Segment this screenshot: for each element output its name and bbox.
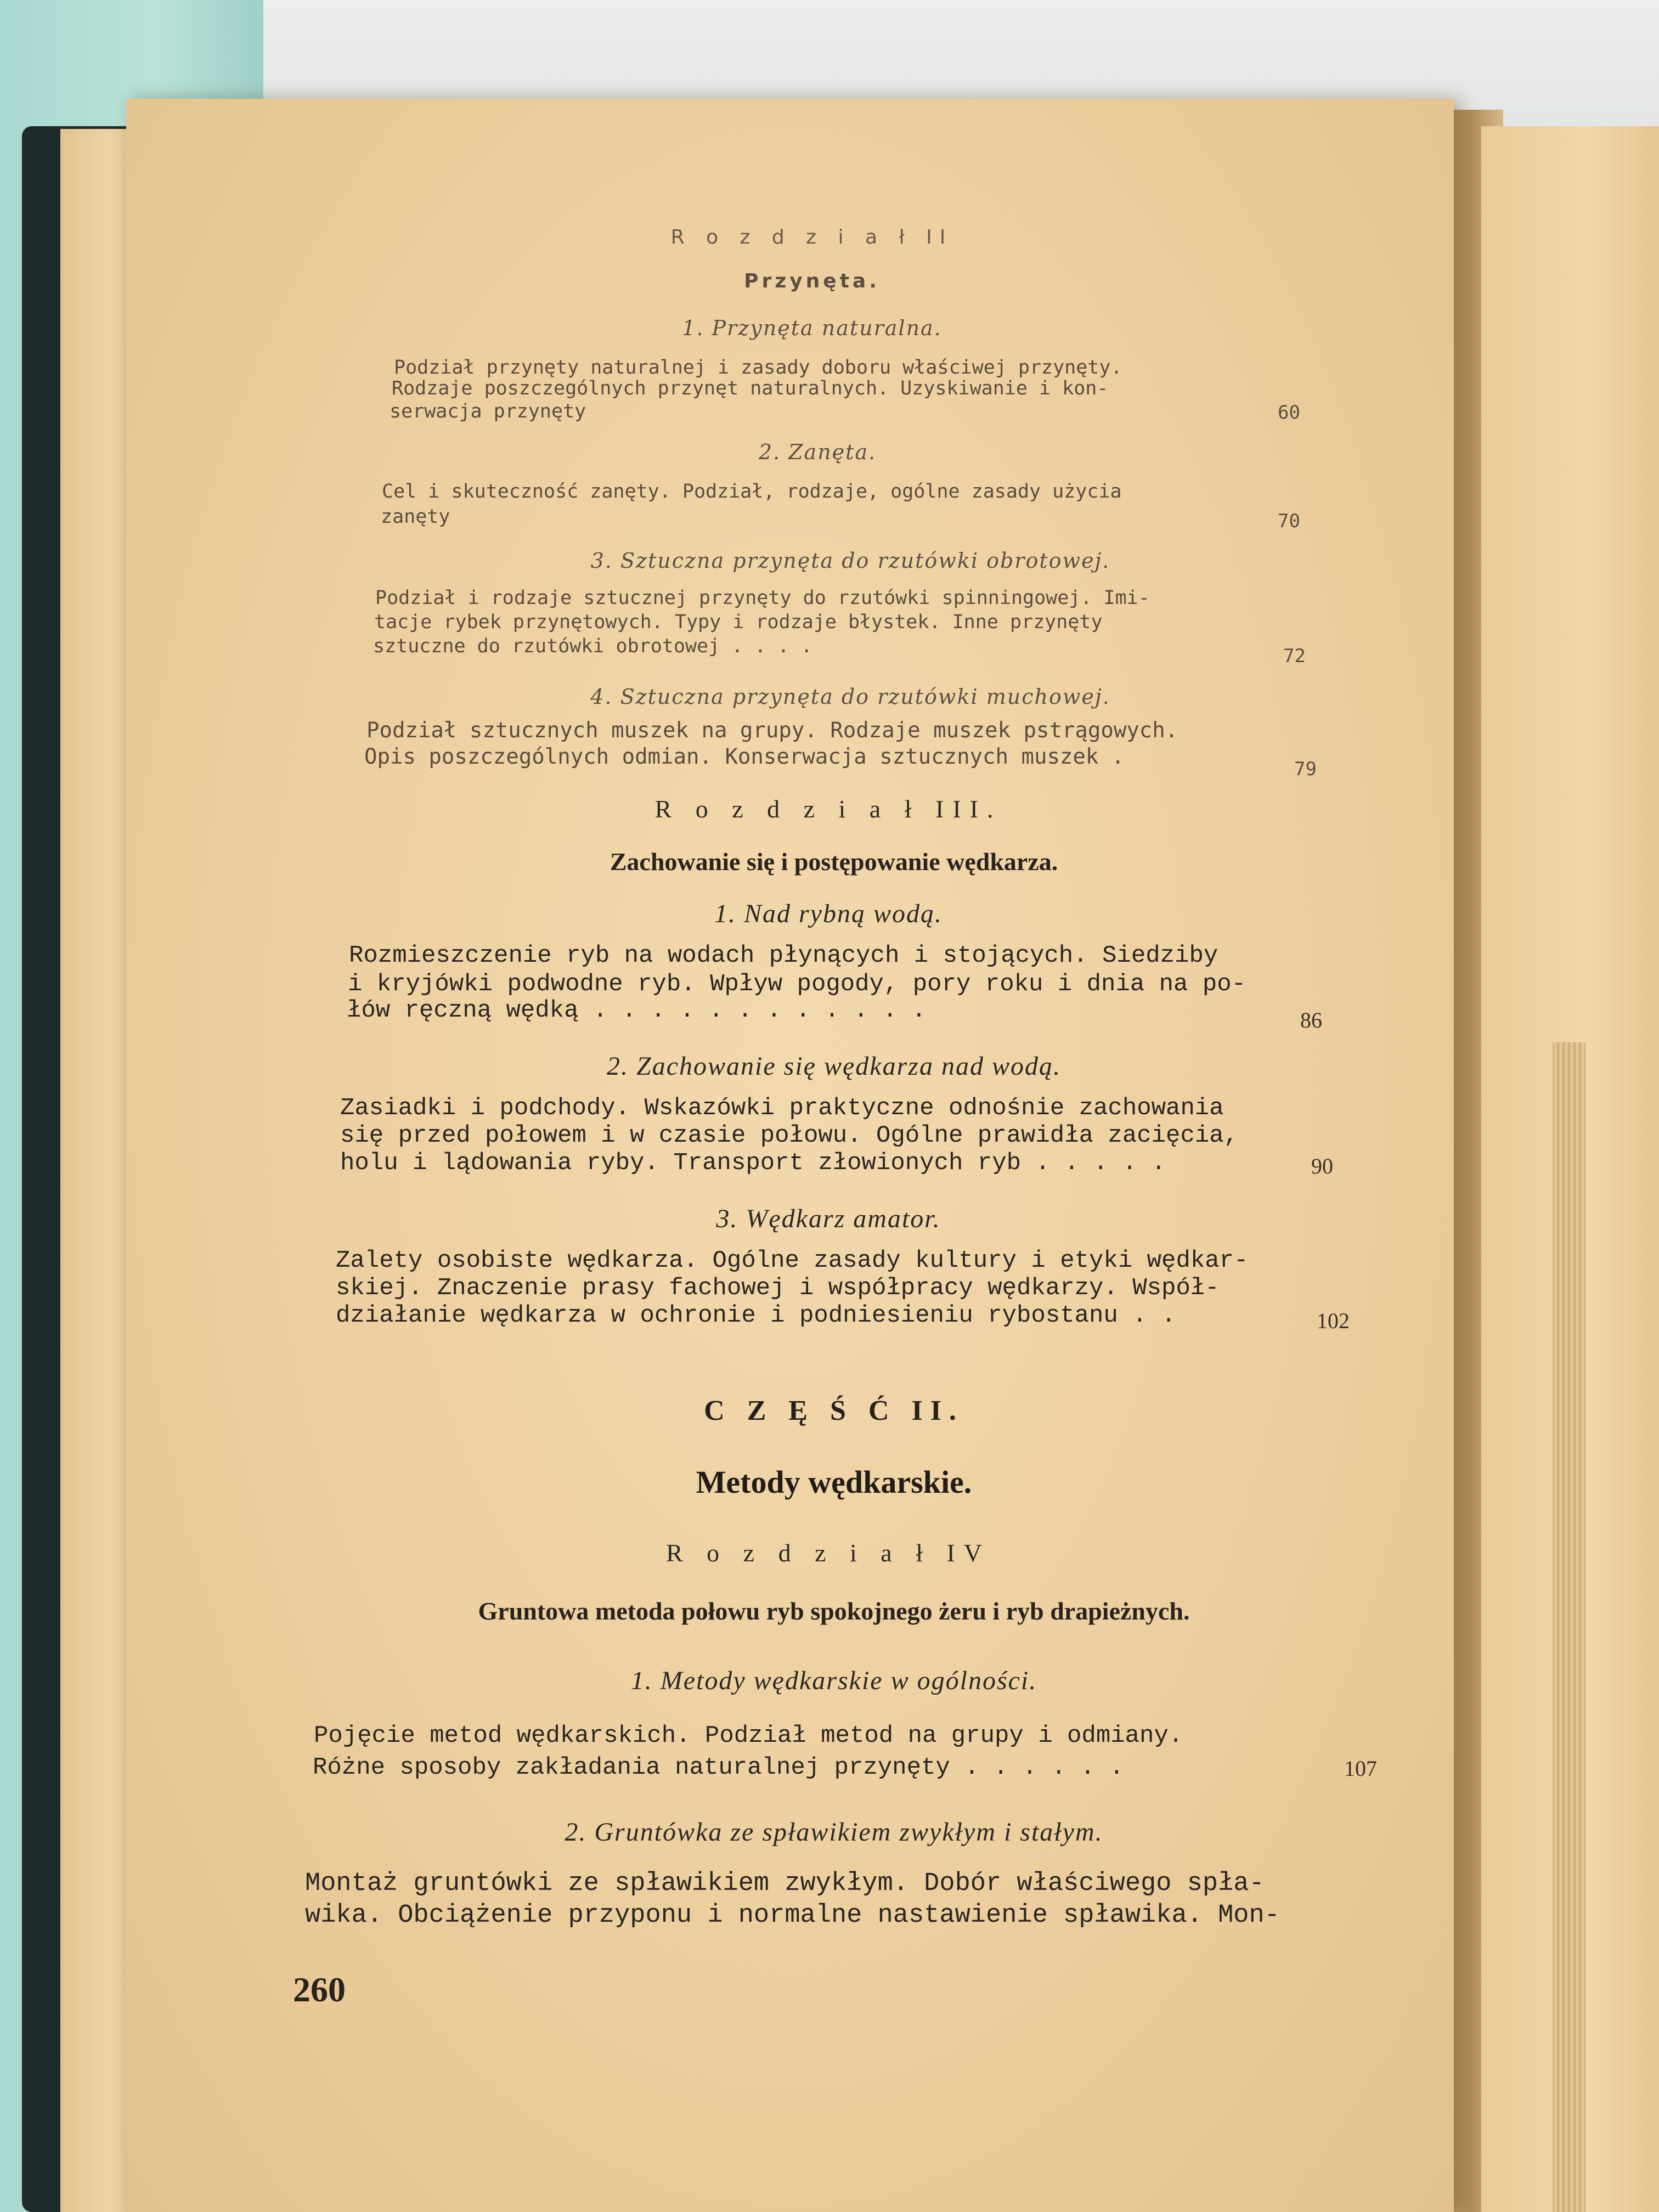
section-4-2-title: 2. Gruntówka ze spławikiem zwykłym i stałym. — [565, 1818, 1103, 1847]
section-4-2-line-1: Montaż gruntówki ze spławikiem zwykłym. Dobór właściwego spła- — [305, 1869, 1265, 1898]
part-2-title: Metody wędkarskie. — [696, 1464, 972, 1500]
section-3-3-page: 102 — [1317, 1308, 1350, 1333]
section-2-3-title: 3. Sztuczna przynęta do rzutówki obrotowej. — [590, 549, 1110, 573]
section-3-1-page: 86 — [1300, 1008, 1322, 1032]
section-2-2-title: 2. Zanęta. — [758, 440, 877, 464]
section-2-1-title: 1. Przynęta naturalna. — [682, 316, 942, 340]
section-2-4-title: 4. Sztuczna przynęta do rzutówki muchowej. — [590, 685, 1110, 709]
section-3-3-line-1: Zalety osobiste wędkarza. Ogólne zasady kultury i etyki wędkar- — [336, 1247, 1249, 1274]
section-3-1-title: 1. Nad rybną wodą. — [714, 899, 943, 928]
chapter-3-label: R o z d z i a ł III. — [654, 795, 1002, 823]
section-2-4-line-1: Podział sztucznych muszek na grupy. Rodzaje muszek pstrągowych. — [366, 718, 1178, 743]
section-2-4-page: 79 — [1294, 758, 1317, 780]
section-2-3-page: 72 — [1283, 645, 1306, 667]
chapter-4-title: Gruntowa metoda połowu ryb spokojnego żeru i ryb drapieżnych. — [478, 1597, 1190, 1625]
section-2-1-line-1: Podział przynęty naturalnej i zasady doboru właściwej przynęty. — [394, 357, 1122, 379]
part-2-label: C Z Ę Ś Ć II. — [704, 1395, 964, 1426]
chapter-2-title: Przynęta. — [744, 270, 880, 292]
section-2-1-page: 60 — [1278, 402, 1300, 424]
section-3-3-title: 3. Wędkarz amator. — [716, 1204, 941, 1233]
section-2-3-line-1: Podział i rodzaje sztucznej przynęty do rzutówki spinningowej. Imi- — [375, 587, 1150, 609]
section-3-3-line-3: działanie wędkarza w ochronie i podniesieniu rybostanu . . — [336, 1302, 1176, 1329]
section-3-2-line-3: holu i lądowania ryby. Transport złowionych ryb . . . . . — [340, 1149, 1166, 1177]
section-4-1-line-1: Pojęcie metod wędkarskich. Podział metod na grupy i odmiany. — [314, 1722, 1183, 1750]
section-3-2-line-1: Zasiadki i podchody. Wskazówki praktyczne odnośnie zachowania — [340, 1094, 1224, 1122]
section-3-3-line-2: skiej. Znaczenie prasy fachowej i współpracy wędkarzy. Współ- — [336, 1274, 1220, 1302]
section-2-4-line-2: Opis poszczególnych odmian. Konserwacja sztucznych muszek . — [364, 744, 1125, 769]
page-number: 260 — [293, 1970, 346, 2009]
section-4-1-title: 1. Metody wędkarskie w ogólności. — [630, 1666, 1037, 1695]
section-4-1-line-2: Różne sposoby zakładania naturalnej przynęty . . . . . . — [313, 1754, 1124, 1781]
section-4-2-line-2: wika. Obciążenie przyponu i normalne nastawienie spławika. Mon- — [305, 1901, 1280, 1930]
section-3-1-line-3: łów ręczną wędką . . . . . . . . . . . . — [347, 997, 927, 1024]
section-3-2-page: 90 — [1311, 1154, 1333, 1178]
section-3-2-title: 2. Zachowanie się wędkarza nad wodą. — [607, 1052, 1061, 1081]
section-2-3-line-3: sztuczne do rzutówki obrotowej . . . . — [373, 635, 812, 657]
section-3-1-line-2: i kryjówki podwodne ryb. Wpływ pogody, pory roku i dnia na po- — [348, 970, 1246, 998]
section-4-1-page: 107 — [1344, 1756, 1377, 1781]
chapter-2-label: R o z d z i a ł II — [670, 226, 953, 249]
section-2-1-line-2: Rodzaje poszczególnych przynęt naturalnych. Uzyskiwanie i kon- — [392, 377, 1109, 399]
section-2-2-page: 70 — [1278, 510, 1300, 532]
chapter-3-title: Zachowanie się i postępowanie wędkarza. — [610, 848, 1058, 876]
chapter-4-label: R o z d z i a ł IV — [665, 1539, 991, 1567]
section-2-1-line-3: serwacja przynęty — [390, 400, 586, 422]
section-3-2-line-2: się przed połowem i w czasie połowu. Ogólne prawidła zacięcia, — [340, 1122, 1239, 1149]
section-2-3-line-2: tacje rybek przynętowych. Typy i rodzaje błystek. Inne przynęty — [374, 611, 1103, 633]
section-3-1-line-1: Rozmieszczenie ryb na wodach płynących i stojących. Siedziby — [349, 942, 1218, 969]
section-2-2-line-2: zanęty — [381, 506, 450, 528]
section-2-2-line-1: Cel i skuteczność zanęty. Podział, rodzaje, ogólne zasady użycia — [382, 481, 1122, 503]
